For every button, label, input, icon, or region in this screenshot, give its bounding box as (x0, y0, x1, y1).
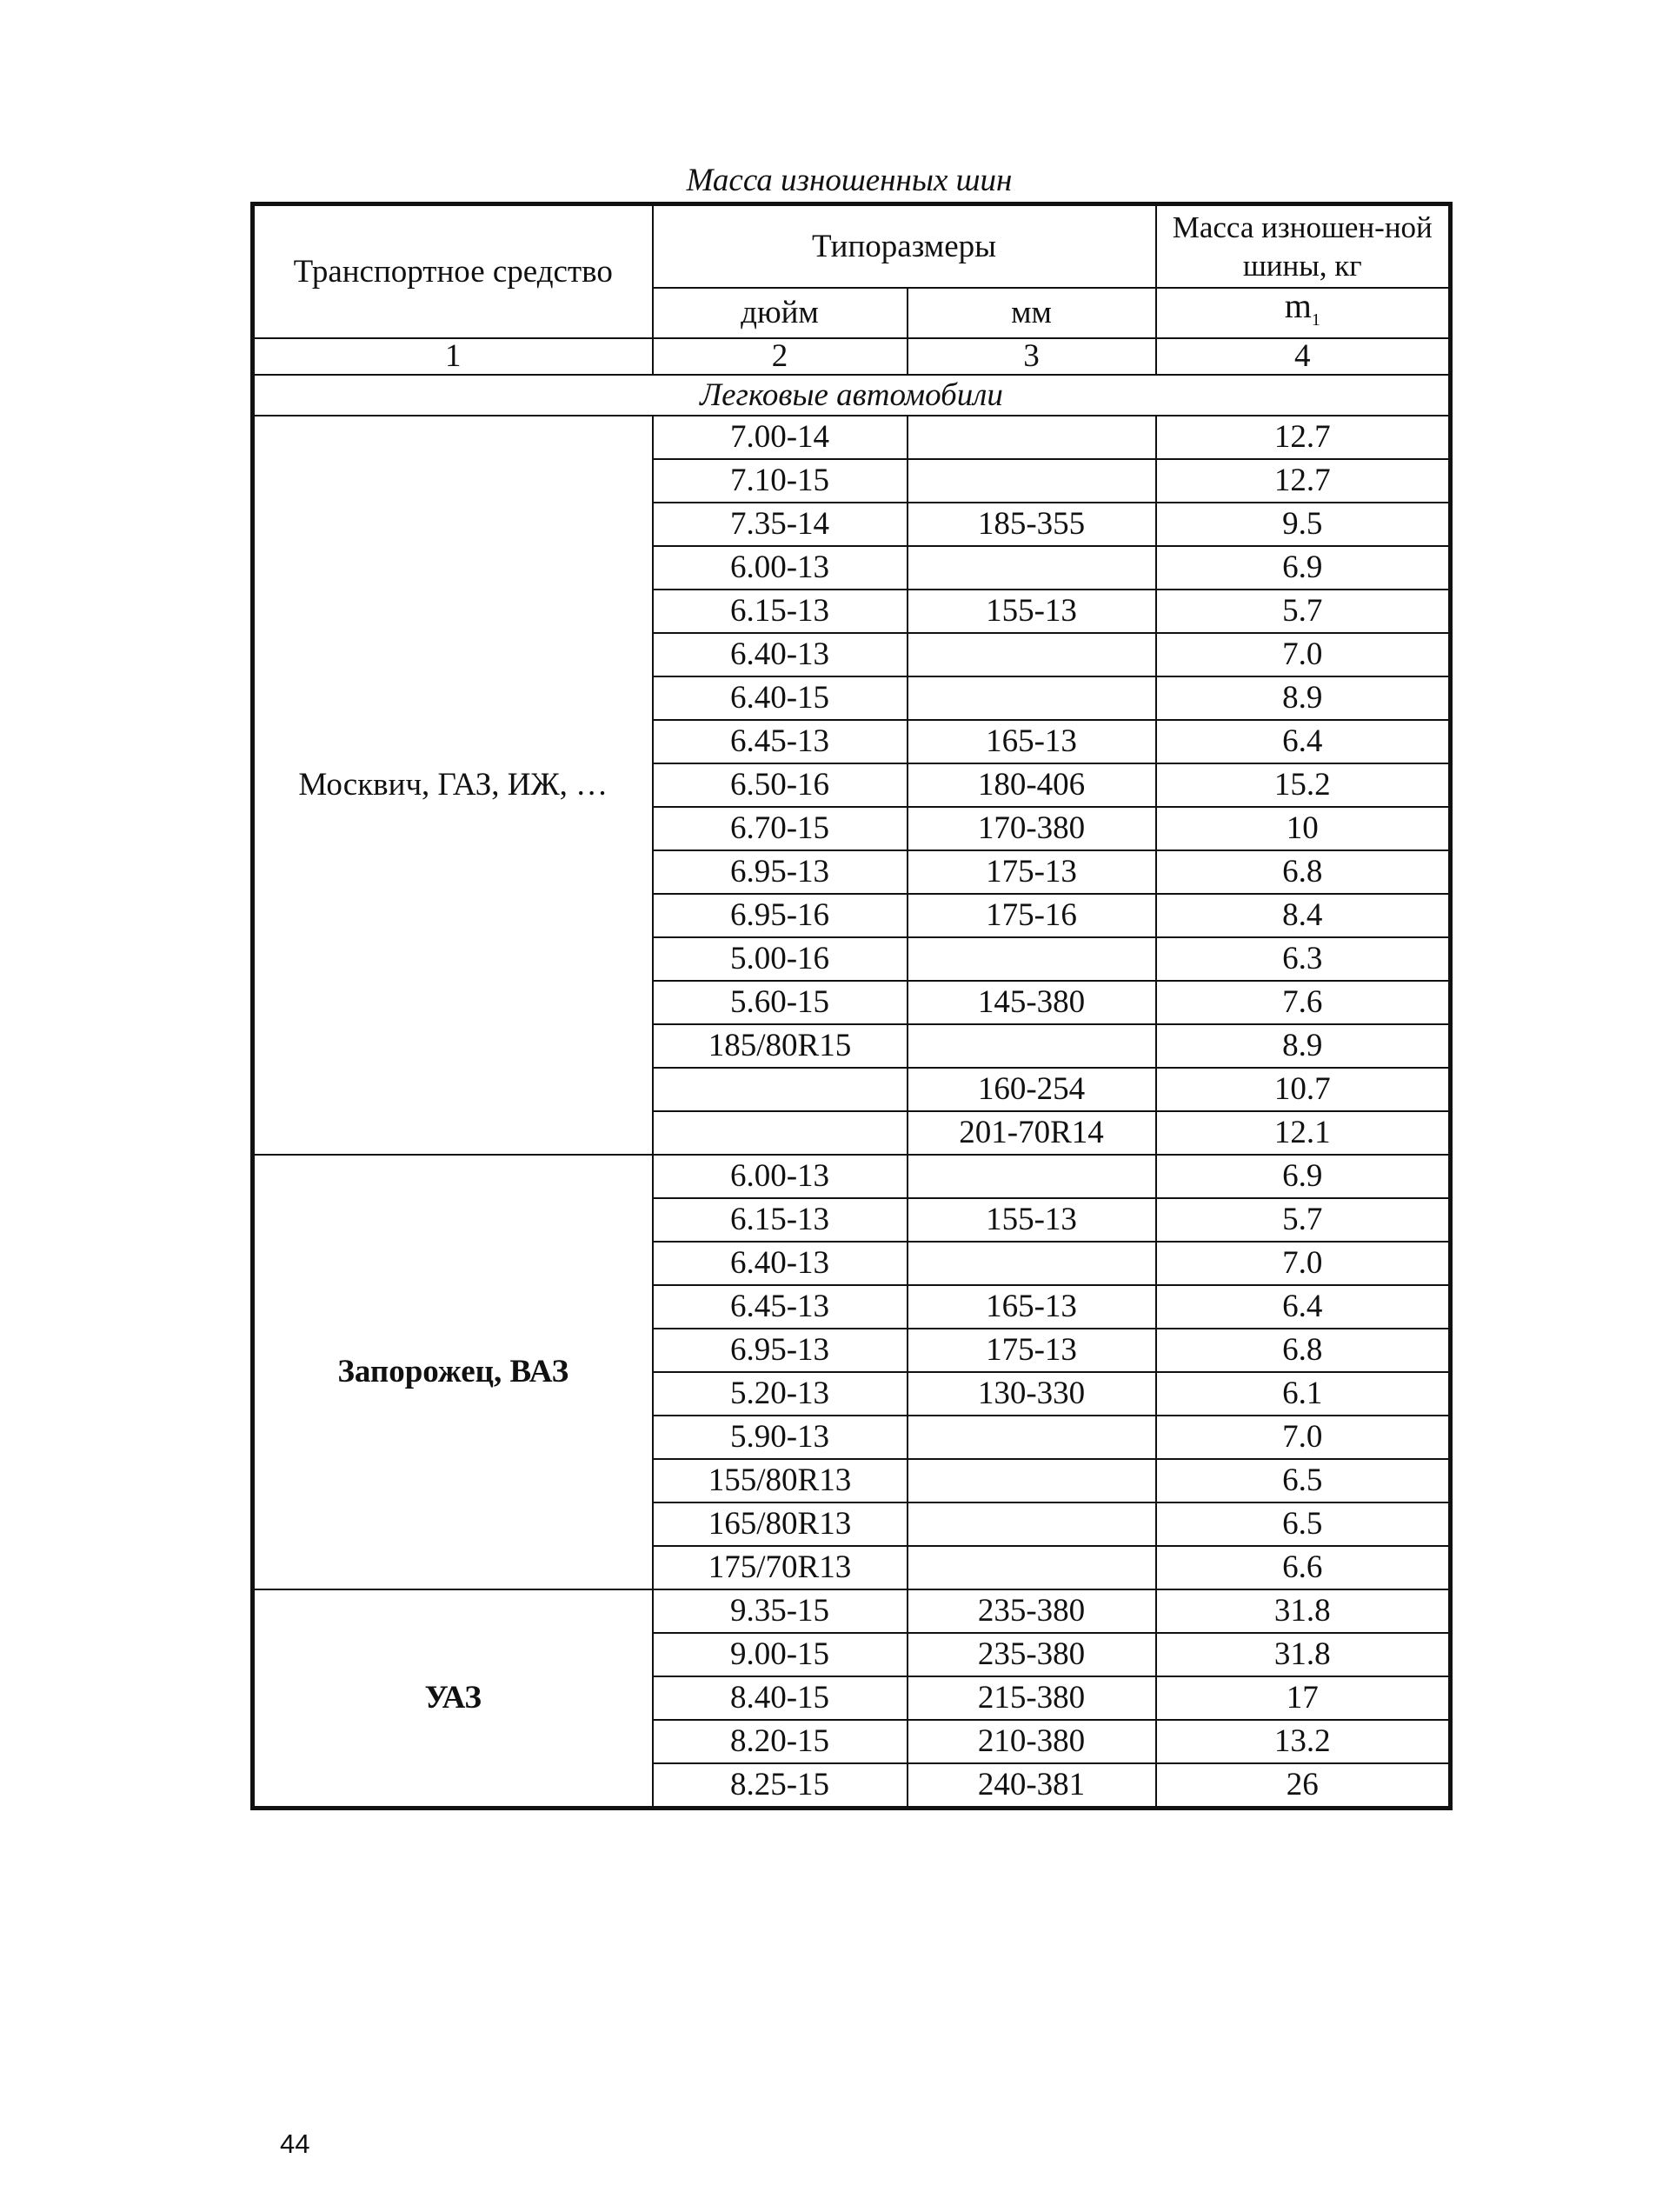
mass-cell: 7.0 (1156, 1242, 1451, 1285)
col-number-2: 2 (653, 338, 908, 375)
inch-cell: 6.40-13 (653, 633, 908, 676)
mm-cell: 160-254 (908, 1068, 1156, 1111)
table-row (253, 1155, 1451, 1198)
page-number: 44 (280, 2129, 310, 2159)
inch-cell: 9.35-15 (653, 1589, 908, 1633)
inch-cell: 8.20-15 (653, 1720, 908, 1763)
mm-cell (908, 937, 1156, 981)
mass-cell: 10 (1156, 807, 1451, 850)
mass-cell: 6.1 (1156, 1372, 1451, 1416)
mm-cell: 175-16 (908, 894, 1156, 937)
col-number-3: 3 (908, 338, 1156, 375)
mass-cell: 7.6 (1156, 981, 1451, 1024)
mm-cell (908, 546, 1156, 590)
inch-cell (653, 1068, 908, 1111)
mm-cell (908, 1242, 1156, 1285)
mass-cell: 6.3 (1156, 937, 1451, 981)
mass-cell: 6.4 (1156, 1285, 1451, 1329)
mass-cell: 6.6 (1156, 1546, 1451, 1589)
mass-cell: 17 (1156, 1676, 1451, 1720)
table-row (253, 1589, 1451, 1633)
mass-cell: 7.0 (1156, 1416, 1451, 1459)
mass-cell: 12.7 (1156, 459, 1451, 503)
mm-cell (908, 1155, 1156, 1198)
mass-cell: 31.8 (1156, 1633, 1451, 1676)
inch-cell (653, 1111, 908, 1155)
mass-cell: 6.9 (1156, 1155, 1451, 1198)
vehicle-cell: Москвич, ГАЗ, ИЖ, … (253, 416, 653, 1155)
inch-cell: 6.00-13 (653, 546, 908, 590)
mass-cell: 8.9 (1156, 676, 1451, 720)
mass-cell: 10.7 (1156, 1068, 1451, 1111)
mass-cell: 31.8 (1156, 1589, 1451, 1633)
inch-cell: 8.25-15 (653, 1763, 908, 1809)
mass-cell: 6.4 (1156, 720, 1451, 763)
mm-cell: 175-13 (908, 1329, 1156, 1372)
mm-cell: 201-70R14 (908, 1111, 1156, 1155)
mass-cell: 6.8 (1156, 1329, 1451, 1372)
inch-cell: 6.40-13 (653, 1242, 908, 1285)
mass-cell: 15.2 (1156, 763, 1451, 807)
mass-cell: 12.7 (1156, 416, 1451, 459)
mm-cell: 130-330 (908, 1372, 1156, 1416)
inch-cell: 185/80R15 (653, 1024, 908, 1068)
inch-cell: 6.95-13 (653, 1329, 908, 1372)
mm-cell (908, 676, 1156, 720)
inch-cell: 6.95-13 (653, 850, 908, 894)
header-sizes: Типоразмеры (653, 204, 1156, 289)
mm-cell (908, 1459, 1156, 1502)
inch-cell: 8.40-15 (653, 1676, 908, 1720)
inch-cell: 6.50-16 (653, 763, 908, 807)
inch-cell: 7.10-15 (653, 459, 908, 503)
mm-cell (908, 416, 1156, 459)
inch-cell: 6.45-13 (653, 720, 908, 763)
mm-cell (908, 1416, 1156, 1459)
mm-cell: 235-380 (908, 1633, 1156, 1676)
mm-cell: 210-380 (908, 1720, 1156, 1763)
mm-cell: 185-355 (908, 503, 1156, 546)
mass-cell: 8.4 (1156, 894, 1451, 937)
mm-cell: 180-406 (908, 763, 1156, 807)
tire-mass-table (250, 202, 1453, 1810)
inch-cell: 155/80R13 (653, 1459, 908, 1502)
mass-cell: 13.2 (1156, 1720, 1451, 1763)
inch-cell: 6.45-13 (653, 1285, 908, 1329)
mm-cell: 170-380 (908, 807, 1156, 850)
mass-cell: 6.5 (1156, 1459, 1451, 1502)
mass-cell: 12.1 (1156, 1111, 1451, 1155)
header-inch: дюйм (653, 288, 908, 338)
col-number-4: 4 (1156, 338, 1451, 375)
mm-cell (908, 633, 1156, 676)
mm-cell: 155-13 (908, 590, 1156, 633)
mass-cell: 8.9 (1156, 1024, 1451, 1068)
header-vehicle: Транспортное средство (253, 204, 653, 339)
header-mass-symbol: $m_1$ (1156, 288, 1451, 338)
vehicle-cell: Запорожец, ВАЗ (253, 1155, 653, 1589)
col-number-1: 1 (253, 338, 653, 375)
mass-cell: 26 (1156, 1763, 1451, 1809)
inch-cell: 6.95-16 (653, 894, 908, 937)
inch-cell: 6.40-15 (653, 676, 908, 720)
header-row (253, 204, 1451, 289)
inch-cell: 175/70R13 (653, 1546, 908, 1589)
inch-cell: 6.00-13 (653, 1155, 908, 1198)
table-caption: Масса изношенных шин (686, 163, 1013, 198)
mm-cell: 240-381 (908, 1763, 1156, 1809)
mass-cell: 9.5 (1156, 503, 1451, 546)
vehicle-cell: УАЗ (253, 1589, 653, 1809)
mass-cell: 6.5 (1156, 1502, 1451, 1546)
mass-cell: 5.7 (1156, 1198, 1451, 1242)
mass-cell: 7.0 (1156, 633, 1451, 676)
section-title: Легковые автомобили (253, 375, 1451, 416)
mm-cell: 165-13 (908, 720, 1156, 763)
inch-cell: 6.70-15 (653, 807, 908, 850)
mm-cell (908, 1024, 1156, 1068)
inch-cell: 9.00-15 (653, 1633, 908, 1676)
section-row (253, 375, 1451, 416)
inch-cell: 5.90-13 (653, 1416, 908, 1459)
inch-cell: 7.35-14 (653, 503, 908, 546)
inch-cell: 5.20-13 (653, 1372, 908, 1416)
mass-cell: 6.9 (1156, 546, 1451, 590)
mm-cell: 175-13 (908, 850, 1156, 894)
mm-cell (908, 1502, 1156, 1546)
column-number-row (253, 338, 1451, 375)
inch-cell: 5.60-15 (653, 981, 908, 1024)
mass-cell: 5.7 (1156, 590, 1451, 633)
inch-cell: 7.00-14 (653, 416, 908, 459)
table-row (253, 416, 1451, 459)
mm-cell (908, 459, 1156, 503)
mm-cell: 145-380 (908, 981, 1156, 1024)
mm-cell: 215-380 (908, 1676, 1156, 1720)
inch-cell: 6.15-13 (653, 590, 908, 633)
mm-cell: 165-13 (908, 1285, 1156, 1329)
mass-cell: 6.8 (1156, 850, 1451, 894)
mm-cell: 155-13 (908, 1198, 1156, 1242)
inch-cell: 165/80R13 (653, 1502, 908, 1546)
header-mass: Масса изношен-ной шины, кг (1156, 204, 1451, 289)
mm-cell: 235-380 (908, 1589, 1156, 1633)
inch-cell: 6.15-13 (653, 1198, 908, 1242)
header-mm: мм (908, 288, 1156, 338)
inch-cell: 5.00-16 (653, 937, 908, 981)
mm-cell (908, 1546, 1156, 1589)
